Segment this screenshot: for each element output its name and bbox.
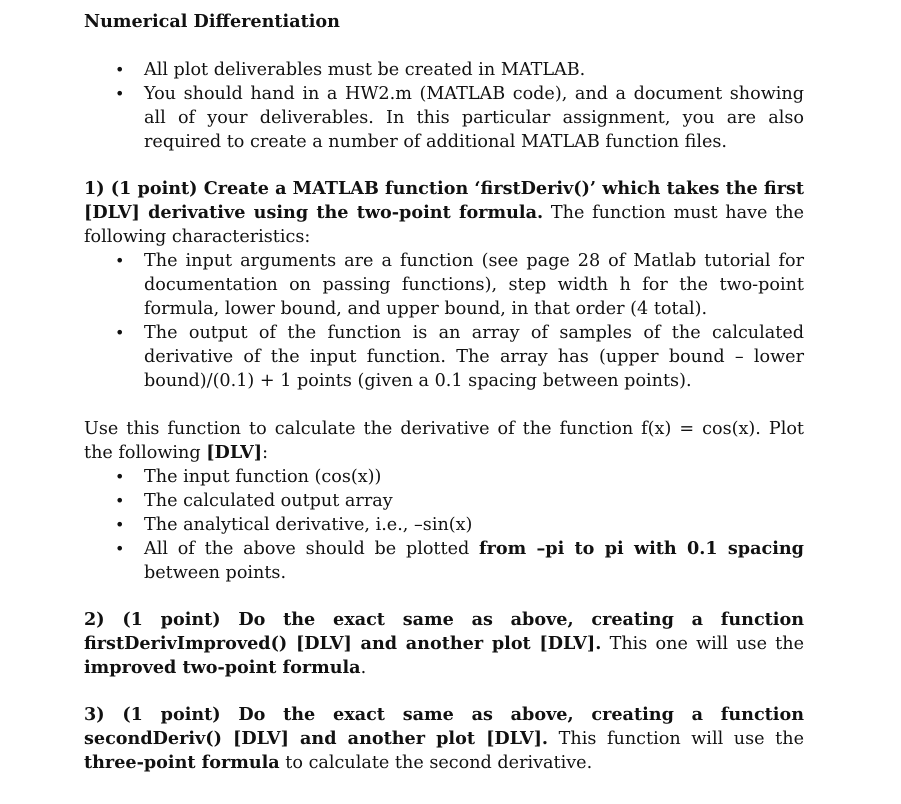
question-1-usage	[84, 417, 804, 465]
usage-colon: :	[262, 443, 269, 463]
list-item: • The input arguments are a function (see page 28 of Matlab tutorial for documentation on passing functions), step width h for the two-point formula, lower bound, and upper bound, in that order (4 total).	[84, 249, 804, 321]
question-3-text: This function will use the	[548, 729, 804, 749]
document-page	[84, 8, 804, 775]
list-item: • The output of the function is an array of samples of the calculated derivative of the input function. The array has (upper bound – lower bound)/(0.1) + 1 points (given a 0.1 spacing between points).	[84, 321, 804, 393]
question-2-text: This one will use the	[601, 634, 804, 654]
list-item: • The input function (cos(x))	[84, 465, 804, 489]
question-2	[84, 608, 804, 680]
last-bullet-post: between points.	[144, 563, 287, 583]
page-title: Numerical Differentiation	[84, 11, 340, 32]
question-3-text-end: to calculate the second derivative.	[279, 753, 593, 773]
question-2-text-end: .	[360, 658, 367, 678]
question-3-bold-formula: three-point formula	[84, 752, 280, 773]
list-item: • The analytical derivative, i.e., –sin(x)	[84, 513, 804, 537]
list-item: • All plot deliverables must be created in MATLAB.	[84, 58, 804, 82]
list-item: • The calculated output array	[84, 489, 804, 513]
plot-bullet-list	[84, 465, 804, 585]
question-2-bold-text: 2) (1 point) Do the exact same as above, creating a function firstDerivImproved() [DLV] and another plot [DLV].	[84, 609, 804, 654]
question-1-bold-text: 1) (1 point) Create a MATLAB function ‘firstDeriv()’ which takes the first [DLV] derivative using the two-point formula.	[84, 178, 804, 223]
question-1-text: The function must have the following characteristics:	[84, 203, 804, 247]
list-item	[84, 537, 804, 585]
intro-bullet-list	[84, 58, 804, 154]
last-bullet-bold: from –pi to pi with 0.1 spacing	[479, 538, 804, 559]
question-3-bold-text: 3) (1 point) Do the exact same as above, creating a function secondDeriv() [DLV] and another plot [DLV].	[84, 704, 804, 749]
usage-dlv-tag: [DLV]	[206, 442, 263, 463]
last-bullet-pre: All of the above should be plotted	[144, 539, 479, 559]
question-1-heading	[84, 177, 804, 249]
usage-text: Use this function to calculate the derivative of the function f(x) = cos(x). Plot the following	[84, 419, 804, 463]
question-1-bullet-list	[84, 249, 804, 393]
question-3	[84, 703, 804, 775]
question-2-bold-formula: improved two-point formula	[84, 657, 361, 678]
list-item: • You should hand in a HW2.m (MATLAB code), and a document showing all of your deliverables. In this particular assignment, you are also required to create a number of additional MATLAB function files.	[84, 82, 804, 154]
